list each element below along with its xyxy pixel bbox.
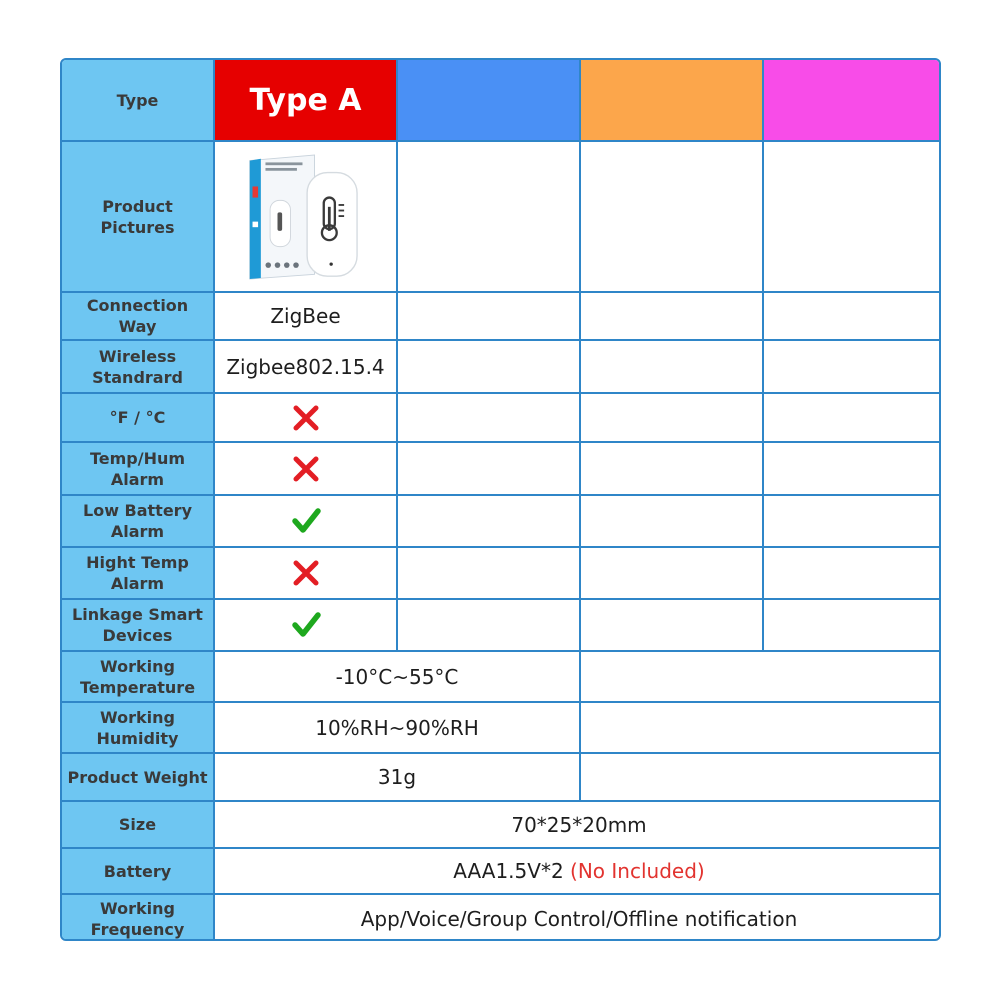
- empty-cell: [581, 600, 764, 652]
- wireless-standard-label: [62, 341, 215, 394]
- product-weight-value-text: 31g: [377, 765, 417, 789]
- size-value-text: 70*25*20mm: [511, 812, 647, 837]
- empty-cell: [764, 341, 941, 394]
- empty-cell: [581, 142, 764, 293]
- working-frequency-text: Working Frequency: [90, 899, 185, 939]
- linkage-value: [215, 600, 398, 652]
- wireless-standard-text: Wireless Standrard: [92, 346, 183, 387]
- working-humidity-text: Working Humidity: [96, 707, 179, 748]
- working-temperature-text: Working Temperature: [79, 656, 196, 697]
- type-c-header-cell: [581, 60, 764, 142]
- connection-way-label: [62, 293, 215, 341]
- product-weight-value: [215, 754, 581, 802]
- sensor-product-photo: [222, 148, 389, 285]
- working-humidity-label: [62, 703, 215, 754]
- battery-text: Battery: [103, 861, 172, 881]
- temp-hum-alarm-label: [62, 443, 215, 496]
- empty-cell: [398, 496, 581, 548]
- type-header-text: Type: [116, 90, 159, 110]
- working-frequency-value: [215, 895, 941, 941]
- empty-cell: [581, 754, 941, 802]
- connection-way-value-text: ZigBee: [270, 304, 341, 328]
- temp-unit-label: [62, 394, 215, 443]
- empty-cell: [581, 293, 764, 341]
- linkage-text: Linkage Smart Devices: [72, 605, 203, 645]
- empty-cell: [581, 548, 764, 600]
- temp-unit-text: °F / °C: [109, 408, 166, 427]
- working-humidity-value-text: 10%RH~90%RH: [315, 715, 479, 740]
- low-battery-alarm-text: Low Battery Alarm: [83, 501, 192, 541]
- cross-icon: [291, 403, 321, 433]
- empty-cell: [581, 496, 764, 548]
- check-icon: [291, 610, 321, 640]
- cross-icon: [291, 454, 321, 484]
- empty-cell: [581, 703, 941, 754]
- connection-way-value: [215, 293, 398, 341]
- product-weight-text: Product Weight: [67, 767, 208, 787]
- empty-cell: [764, 394, 941, 443]
- wireless-standard-value-text: Zigbee802.15.4: [226, 354, 385, 379]
- working-frequency-value-text: App/Voice/Group Control/Offline notification: [360, 907, 798, 931]
- linkage-label: [62, 600, 215, 652]
- working-temperature-value-text: -10°C~55°C: [335, 664, 459, 689]
- empty-cell: [581, 652, 941, 703]
- wireless-standard-value: [215, 341, 398, 394]
- size-label: [62, 802, 215, 849]
- working-temperature-label: [62, 652, 215, 703]
- empty-cell: [581, 341, 764, 394]
- working-frequency-label: [62, 895, 215, 941]
- product-weight-label: [62, 754, 215, 802]
- product-picture-cell: [215, 142, 398, 293]
- spec-comparison-table: [60, 58, 941, 941]
- empty-cell: [398, 341, 581, 394]
- empty-cell: [398, 394, 581, 443]
- empty-cell: [581, 394, 764, 443]
- product-pictures-text: Product Pictures: [100, 196, 175, 237]
- size-value: [215, 802, 941, 849]
- low-battery-alarm-label: [62, 496, 215, 548]
- product-pictures-label: [62, 142, 215, 293]
- type-d-header-cell: [764, 60, 941, 142]
- battery-value-text: AAA1.5V*2: [453, 859, 564, 883]
- type-a-label: Type A: [249, 82, 362, 118]
- high-temp-alarm-value: [215, 548, 398, 600]
- size-text: Size: [118, 815, 157, 834]
- empty-cell: [764, 600, 941, 652]
- type-b-header-cell: [398, 60, 581, 142]
- connection-way-text: Connection Way: [86, 296, 189, 336]
- type-a-header-cell: [215, 60, 398, 142]
- empty-cell: [581, 443, 764, 496]
- high-temp-alarm-label: [62, 548, 215, 600]
- empty-cell: [764, 443, 941, 496]
- battery-value: [215, 849, 941, 895]
- low-battery-alarm-value: [215, 496, 398, 548]
- empty-cell: [398, 142, 581, 293]
- type-header-label: [62, 60, 215, 142]
- empty-cell: [398, 293, 581, 341]
- empty-cell: [398, 600, 581, 652]
- empty-cell: [764, 142, 941, 293]
- empty-cell: [398, 548, 581, 600]
- battery-note: (No Included): [570, 859, 705, 883]
- temp-hum-alarm-text: Temp/Hum Alarm: [89, 448, 186, 489]
- working-humidity-value: [215, 703, 581, 754]
- temp-unit-value: [215, 394, 398, 443]
- high-temp-alarm-text: Hight Temp Alarm: [86, 553, 189, 593]
- empty-cell: [764, 496, 941, 548]
- empty-cell: [764, 293, 941, 341]
- empty-cell: [764, 548, 941, 600]
- battery-label: [62, 849, 215, 895]
- empty-cell: [398, 443, 581, 496]
- working-temperature-value: [215, 652, 581, 703]
- temp-hum-alarm-value: [215, 443, 398, 496]
- check-icon: [291, 506, 321, 536]
- cross-icon: [291, 558, 321, 588]
